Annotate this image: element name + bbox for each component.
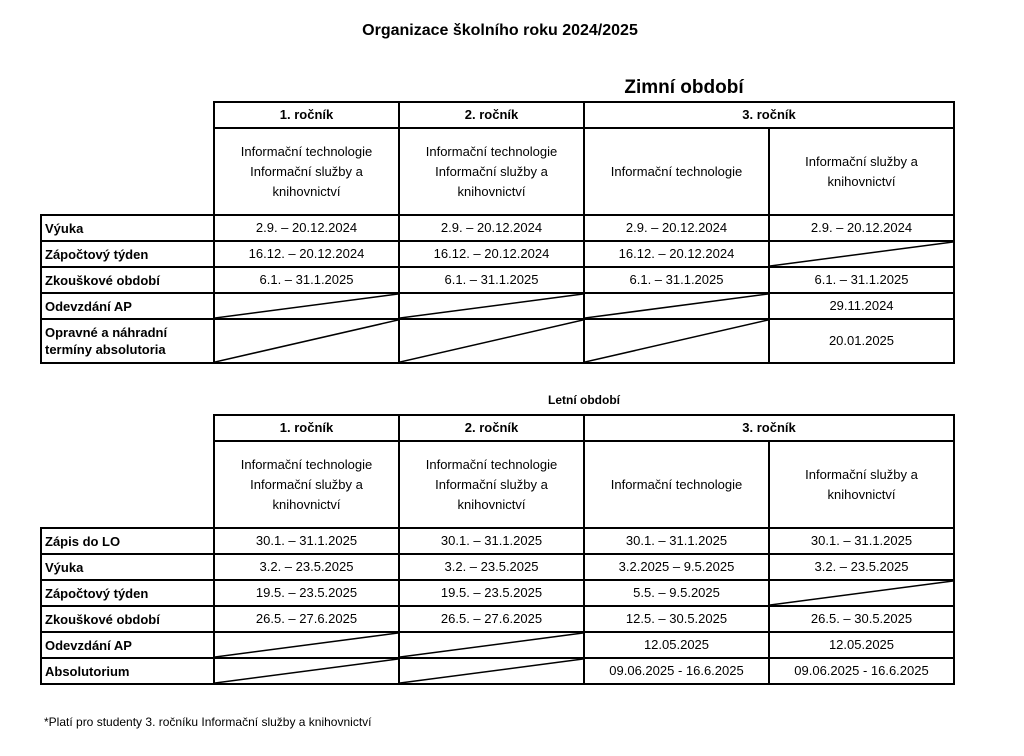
empty-cell-slash [585,320,768,362]
empty-cell-slash [400,659,583,683]
date-cell: 19.5. – 23.5.2025 [399,580,584,606]
corner-blank [41,415,214,441]
date-cell: 2.9. – 20.12.2024 [214,215,399,241]
empty-cell [769,241,954,267]
empty-cell-slash [215,320,398,362]
year-header: 2. ročník [399,415,584,441]
date-cell: 2.9. – 20.12.2024 [584,215,769,241]
date-cell: 12.5. – 30.5.2025 [584,606,769,632]
empty-cell-slash [770,242,953,266]
date-cell: 16.12. – 20.12.2024 [399,241,584,267]
date-cell: 19.5. – 23.5.2025 [214,580,399,606]
row-label: Výuka [41,554,214,580]
row-label: Opravné a náhradní termíny absolutoria [41,319,214,363]
row-label: Zápis do LO [41,528,214,554]
summer-heading: Letní období [548,393,620,407]
winter-table [40,101,955,364]
date-cell: 20.01.2025 [769,319,954,363]
date-cell: 3.2. – 23.5.2025 [399,554,584,580]
date-cell: 2.9. – 20.12.2024 [399,215,584,241]
date-cell: 6.1. – 31.1.2025 [769,267,954,293]
program-header: Informační technologie [584,441,769,528]
row-label: Výuka [41,215,214,241]
program-header: Informační technologie Informační služby a knihovnictví [214,128,399,215]
empty-cell-slash [400,320,583,362]
year-header: 2. ročník [399,102,584,128]
date-cell: 3.2.2025 – 9.5.2025 [584,554,769,580]
empty-cell [214,319,399,363]
empty-cell-slash [400,633,583,657]
date-cell: 26.5. – 30.5.2025 [769,606,954,632]
program-header: Informační technologie Informační služby a knihovnictví [399,441,584,528]
date-cell: 26.5. – 27.6.2025 [399,606,584,632]
date-cell: 6.1. – 31.1.2025 [584,267,769,293]
row-label: Absolutorium [41,658,214,684]
empty-cell-slash [400,294,583,318]
year-header: 3. ročník [584,415,954,441]
year-header: 1. ročník [214,102,399,128]
date-cell: 29.11.2024 [769,293,954,319]
row-label: Zápočtový týden [41,241,214,267]
program-header: Informační služby a knihovnictví [769,441,954,528]
date-cell: 30.1. – 31.1.2025 [399,528,584,554]
date-cell: 3.2. – 23.5.2025 [214,554,399,580]
date-cell: 2.9. – 20.12.2024 [769,215,954,241]
empty-cell [584,293,769,319]
empty-cell [214,632,399,658]
empty-cell-slash [585,294,768,318]
corner-blank [41,128,214,215]
empty-cell [399,319,584,363]
summer-table [40,414,955,685]
program-header: Informační technologie [584,128,769,215]
row-label: Zápočtový týden [41,580,214,606]
row-label: Zkouškové období [41,267,214,293]
empty-cell [399,658,584,684]
program-header: Informační služby a knihovnictví [769,128,954,215]
empty-cell [769,580,954,606]
date-cell: 30.1. – 31.1.2025 [214,528,399,554]
empty-cell [399,293,584,319]
date-cell: 12.05.2025 [769,632,954,658]
date-cell: 26.5. – 27.6.2025 [214,606,399,632]
empty-cell-slash [215,633,398,657]
date-cell: 12.05.2025 [584,632,769,658]
row-label: Zkouškové období [41,606,214,632]
date-cell: 6.1. – 31.1.2025 [214,267,399,293]
date-cell: 5.5. – 9.5.2025 [584,580,769,606]
corner-blank [41,102,214,128]
empty-cell [584,319,769,363]
corner-blank [41,441,214,528]
year-header: 1. ročník [214,415,399,441]
footnote: *Platí pro studenty 3. ročníku Informační služby a knihovnictví [44,715,372,729]
row-label: Odevzdání AP [41,293,214,319]
date-cell: 16.12. – 20.12.2024 [584,241,769,267]
date-cell: 30.1. – 31.1.2025 [584,528,769,554]
date-cell: 09.06.2025 - 16.6.2025 [584,658,769,684]
page-title: Organizace školního roku 2024/2025 [362,22,638,39]
program-header: Informační technologie Informační služby a knihovnictví [214,441,399,528]
empty-cell-slash [770,581,953,605]
empty-cell [399,632,584,658]
year-header: 3. ročník [584,102,954,128]
date-cell: 6.1. – 31.1.2025 [399,267,584,293]
date-cell: 09.06.2025 - 16.6.2025 [769,658,954,684]
row-label: Odevzdání AP [41,632,214,658]
date-cell: 3.2. – 23.5.2025 [769,554,954,580]
empty-cell [214,658,399,684]
date-cell: 30.1. – 31.1.2025 [769,528,954,554]
winter-heading: Zimní období [624,77,744,98]
date-cell: 16.12. – 20.12.2024 [214,241,399,267]
empty-cell-slash [215,294,398,318]
empty-cell-slash [215,659,398,683]
program-header: Informační technologie Informační služby a knihovnictví [399,128,584,215]
empty-cell [214,293,399,319]
